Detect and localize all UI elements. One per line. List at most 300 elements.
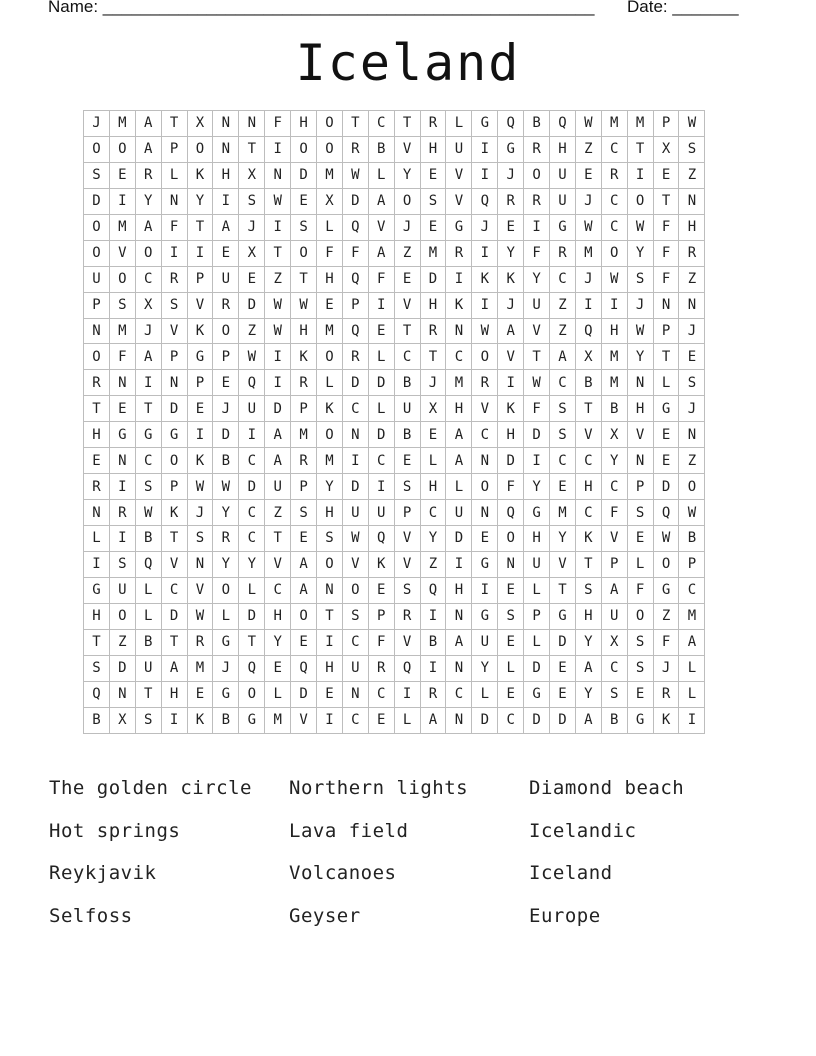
grid-cell: O bbox=[317, 551, 343, 577]
grid-cell: A bbox=[575, 655, 601, 681]
grid-cell: F bbox=[368, 266, 394, 292]
grid-cell: J bbox=[472, 214, 498, 240]
grid-cell: N bbox=[213, 136, 239, 162]
grid-cell: X bbox=[601, 629, 627, 655]
grid-cell: M bbox=[109, 214, 135, 240]
grid-cell: I bbox=[394, 681, 420, 707]
grid-cell: J bbox=[498, 292, 524, 318]
grid-cell: I bbox=[472, 292, 498, 318]
grid-cell: P bbox=[524, 603, 550, 629]
grid-cell: I bbox=[601, 292, 627, 318]
grid-cell: B bbox=[213, 707, 239, 733]
grid-cell: U bbox=[472, 629, 498, 655]
grid-cell: L bbox=[368, 162, 394, 188]
grid-cell: L bbox=[653, 370, 679, 396]
grid-cell: C bbox=[239, 448, 265, 474]
grid-cell: P bbox=[187, 370, 213, 396]
grid-cell: E bbox=[498, 681, 524, 707]
grid-cell: A bbox=[420, 707, 446, 733]
grid-cell: C bbox=[679, 577, 705, 603]
grid-cell: E bbox=[679, 344, 705, 370]
grid-cell: H bbox=[291, 111, 317, 137]
grid-row bbox=[84, 188, 705, 214]
grid-cell: C bbox=[368, 448, 394, 474]
grid-cell: V bbox=[575, 422, 601, 448]
grid-cell: M bbox=[550, 500, 576, 526]
grid-cell: P bbox=[161, 136, 187, 162]
grid-cell: U bbox=[342, 655, 368, 681]
grid-cell: N bbox=[446, 655, 472, 681]
grid-row bbox=[84, 500, 705, 526]
grid-cell: S bbox=[84, 655, 110, 681]
grid-cell: W bbox=[575, 214, 601, 240]
grid-cell: V bbox=[446, 162, 472, 188]
grid-cell: I bbox=[135, 370, 161, 396]
grid-cell: F bbox=[653, 266, 679, 292]
grid-cell: O bbox=[498, 526, 524, 552]
grid-cell: R bbox=[187, 629, 213, 655]
grid-cell: E bbox=[317, 681, 343, 707]
grid-cell: M bbox=[601, 111, 627, 137]
grid-cell: S bbox=[550, 422, 576, 448]
grid-cell: E bbox=[394, 448, 420, 474]
grid-cell: W bbox=[472, 318, 498, 344]
grid-cell: X bbox=[601, 422, 627, 448]
grid-cell: W bbox=[135, 500, 161, 526]
grid-cell: D bbox=[524, 422, 550, 448]
grid-cell: X bbox=[239, 240, 265, 266]
grid-cell: S bbox=[239, 188, 265, 214]
grid-cell: E bbox=[368, 318, 394, 344]
grid-cell: O bbox=[317, 422, 343, 448]
grid-cell: G bbox=[472, 551, 498, 577]
grid-cell: P bbox=[653, 318, 679, 344]
grid-cell: E bbox=[265, 655, 291, 681]
grid-cell: W bbox=[265, 292, 291, 318]
grid-cell: V bbox=[550, 551, 576, 577]
grid-cell: D bbox=[342, 188, 368, 214]
grid-cell: S bbox=[394, 577, 420, 603]
grid-cell: L bbox=[135, 603, 161, 629]
grid-cell: R bbox=[420, 681, 446, 707]
grid-cell: R bbox=[213, 526, 239, 552]
grid-cell: C bbox=[446, 344, 472, 370]
grid-cell: T bbox=[239, 136, 265, 162]
word-list-item: The golden circle bbox=[49, 777, 252, 799]
grid-cell: Y bbox=[420, 526, 446, 552]
grid-cell: I bbox=[161, 240, 187, 266]
grid-cell: E bbox=[291, 526, 317, 552]
grid-cell: O bbox=[84, 344, 110, 370]
grid-cell: E bbox=[394, 266, 420, 292]
grid-cell: L bbox=[679, 681, 705, 707]
grid-cell: T bbox=[135, 396, 161, 422]
grid-cell: G bbox=[472, 603, 498, 629]
grid-cell: E bbox=[420, 162, 446, 188]
grid-cell: L bbox=[368, 344, 394, 370]
grid-cell: O bbox=[84, 214, 110, 240]
grid-cell: E bbox=[498, 214, 524, 240]
grid-cell: D bbox=[368, 422, 394, 448]
grid-cell: L bbox=[213, 603, 239, 629]
grid-cell: Y bbox=[187, 188, 213, 214]
grid-cell: E bbox=[420, 422, 446, 448]
grid-cell: H bbox=[524, 526, 550, 552]
grid-cell: J bbox=[84, 111, 110, 137]
grid-row bbox=[84, 707, 705, 733]
grid-cell: F bbox=[109, 344, 135, 370]
grid-cell: G bbox=[653, 396, 679, 422]
word-list-item: Volcanoes bbox=[289, 862, 397, 884]
grid-cell: E bbox=[550, 655, 576, 681]
grid-cell: W bbox=[342, 162, 368, 188]
grid-cell: M bbox=[317, 448, 343, 474]
grid-cell: A bbox=[446, 629, 472, 655]
grid-cell: V bbox=[291, 707, 317, 733]
grid-cell: U bbox=[265, 474, 291, 500]
grid-cell: R bbox=[161, 266, 187, 292]
word-list-item: Lava field bbox=[289, 819, 409, 842]
grid-cell: O bbox=[627, 603, 653, 629]
grid-cell: B bbox=[394, 370, 420, 396]
grid-cell: W bbox=[239, 344, 265, 370]
grid-cell: R bbox=[653, 681, 679, 707]
word-list-item: Hot springs bbox=[49, 819, 181, 842]
grid-cell: T bbox=[317, 603, 343, 629]
grid-cell: V bbox=[394, 292, 420, 318]
grid-cell: G bbox=[161, 422, 187, 448]
grid-cell: U bbox=[524, 551, 550, 577]
grid-cell: G bbox=[524, 500, 550, 526]
grid-cell: D bbox=[524, 707, 550, 733]
grid-cell: N bbox=[161, 188, 187, 214]
grid-cell: E bbox=[420, 214, 446, 240]
grid-cell: F bbox=[653, 240, 679, 266]
grid-cell: I bbox=[472, 136, 498, 162]
grid-cell: Y bbox=[265, 629, 291, 655]
grid-cell: Q bbox=[291, 655, 317, 681]
grid-cell: W bbox=[187, 603, 213, 629]
grid-cell: K bbox=[653, 707, 679, 733]
grid-cell: S bbox=[627, 629, 653, 655]
grid-cell: I bbox=[317, 707, 343, 733]
grid-cell: Y bbox=[575, 681, 601, 707]
grid-cell: T bbox=[653, 188, 679, 214]
grid-cell: D bbox=[524, 655, 550, 681]
grid-cell: E bbox=[368, 577, 394, 603]
grid-cell: C bbox=[575, 448, 601, 474]
grid-cell: T bbox=[265, 526, 291, 552]
grid-cell: I bbox=[265, 214, 291, 240]
grid-cell: D bbox=[368, 370, 394, 396]
grid-cell: R bbox=[420, 318, 446, 344]
grid-cell: B bbox=[368, 136, 394, 162]
grid-cell: F bbox=[317, 240, 343, 266]
grid-cell: Z bbox=[575, 136, 601, 162]
grid-cell: I bbox=[420, 603, 446, 629]
grid-cell: T bbox=[420, 344, 446, 370]
grid-cell: E bbox=[575, 162, 601, 188]
word-list-item: Reykjavik bbox=[49, 862, 157, 884]
grid-cell: N bbox=[342, 681, 368, 707]
grid-row bbox=[84, 162, 705, 188]
grid-row bbox=[84, 551, 705, 577]
grid-cell: K bbox=[368, 551, 394, 577]
grid-cell: C bbox=[368, 681, 394, 707]
grid-cell: H bbox=[601, 318, 627, 344]
grid-cell: O bbox=[187, 136, 213, 162]
grid-cell: C bbox=[239, 526, 265, 552]
grid-cell: B bbox=[601, 396, 627, 422]
grid-cell: F bbox=[368, 629, 394, 655]
grid-cell: O bbox=[161, 448, 187, 474]
grid-cell: V bbox=[394, 629, 420, 655]
grid-cell: N bbox=[679, 422, 705, 448]
grid-cell: P bbox=[368, 603, 394, 629]
grid-cell: T bbox=[187, 214, 213, 240]
grid-row bbox=[84, 214, 705, 240]
grid-cell: N bbox=[239, 111, 265, 137]
grid-cell: V bbox=[394, 136, 420, 162]
grid-cell: O bbox=[317, 344, 343, 370]
grid-cell: I bbox=[187, 422, 213, 448]
grid-cell: A bbox=[135, 111, 161, 137]
grid-cell: L bbox=[420, 448, 446, 474]
grid-cell: A bbox=[446, 422, 472, 448]
grid-cell: I bbox=[109, 526, 135, 552]
grid-cell: D bbox=[161, 396, 187, 422]
grid-cell: E bbox=[239, 266, 265, 292]
grid-cell: K bbox=[187, 707, 213, 733]
grid-cell: E bbox=[627, 526, 653, 552]
grid-cell: C bbox=[472, 422, 498, 448]
grid-cell: I bbox=[213, 188, 239, 214]
grid-cell: M bbox=[601, 370, 627, 396]
grid-cell: E bbox=[317, 292, 343, 318]
grid-cell: W bbox=[679, 500, 705, 526]
grid-cell: D bbox=[550, 707, 576, 733]
grid-row bbox=[84, 240, 705, 266]
grid-cell: I bbox=[265, 136, 291, 162]
grid-cell: J bbox=[239, 214, 265, 240]
grid-cell: U bbox=[601, 603, 627, 629]
grid-cell: N bbox=[84, 318, 110, 344]
grid-cell: K bbox=[498, 396, 524, 422]
grid-cell: D bbox=[239, 474, 265, 500]
grid-cell: V bbox=[187, 292, 213, 318]
grid-cell: Q bbox=[239, 655, 265, 681]
name-field-label: Name: ____________________________________________________ bbox=[48, 0, 595, 16]
date-field-label: Date: _______ bbox=[627, 0, 739, 16]
grid-cell: E bbox=[291, 629, 317, 655]
grid-cell: Q bbox=[84, 681, 110, 707]
grid-row bbox=[84, 370, 705, 396]
grid-cell: N bbox=[109, 370, 135, 396]
grid-cell: M bbox=[420, 240, 446, 266]
grid-cell: T bbox=[394, 111, 420, 137]
grid-cell: E bbox=[368, 707, 394, 733]
grid-cell: G bbox=[498, 136, 524, 162]
grid-cell: R bbox=[368, 655, 394, 681]
grid-cell: C bbox=[575, 500, 601, 526]
grid-cell: T bbox=[84, 396, 110, 422]
grid-cell: Q bbox=[653, 500, 679, 526]
grid-cell: D bbox=[472, 707, 498, 733]
grid-cell: J bbox=[679, 318, 705, 344]
word-list-item: Iceland bbox=[529, 862, 613, 884]
grid-cell: S bbox=[342, 603, 368, 629]
grid-cell: Q bbox=[368, 526, 394, 552]
grid-cell: C bbox=[498, 707, 524, 733]
grid-cell: S bbox=[187, 526, 213, 552]
grid-cell: G bbox=[627, 707, 653, 733]
grid-cell: V bbox=[265, 551, 291, 577]
grid-row bbox=[84, 681, 705, 707]
grid-row bbox=[84, 111, 705, 137]
grid-cell: Q bbox=[342, 318, 368, 344]
grid-cell: S bbox=[679, 136, 705, 162]
grid-cell: C bbox=[446, 681, 472, 707]
grid-cell: O bbox=[601, 240, 627, 266]
grid-cell: F bbox=[653, 214, 679, 240]
grid-cell: J bbox=[135, 318, 161, 344]
grid-cell: D bbox=[109, 655, 135, 681]
grid-cell: P bbox=[213, 344, 239, 370]
grid-cell: U bbox=[239, 396, 265, 422]
grid-cell: K bbox=[187, 162, 213, 188]
grid-cell: D bbox=[446, 526, 472, 552]
grid-cell: T bbox=[291, 266, 317, 292]
grid-cell: G bbox=[550, 603, 576, 629]
grid-cell: A bbox=[601, 577, 627, 603]
grid-cell: T bbox=[161, 526, 187, 552]
grid-cell: S bbox=[601, 681, 627, 707]
grid-row bbox=[84, 577, 705, 603]
grid-cell: J bbox=[575, 266, 601, 292]
grid-cell: P bbox=[653, 111, 679, 137]
grid-cell: D bbox=[213, 422, 239, 448]
grid-cell: O bbox=[109, 136, 135, 162]
grid-cell: L bbox=[679, 655, 705, 681]
grid-cell: X bbox=[317, 188, 343, 214]
grid-cell: Y bbox=[135, 188, 161, 214]
grid-cell: A bbox=[498, 318, 524, 344]
grid-cell: E bbox=[84, 448, 110, 474]
grid-cell: E bbox=[213, 370, 239, 396]
grid-cell: D bbox=[550, 629, 576, 655]
grid-cell: Y bbox=[627, 344, 653, 370]
grid-cell: I bbox=[627, 162, 653, 188]
grid-cell: L bbox=[446, 111, 472, 137]
grid-cell: U bbox=[394, 396, 420, 422]
grid-cell: C bbox=[342, 707, 368, 733]
grid-cell: H bbox=[627, 396, 653, 422]
grid-cell: E bbox=[653, 448, 679, 474]
grid-cell: A bbox=[135, 136, 161, 162]
grid-cell: N bbox=[472, 448, 498, 474]
grid-row bbox=[84, 448, 705, 474]
grid-cell: W bbox=[291, 292, 317, 318]
grid-cell: H bbox=[213, 162, 239, 188]
grid-cell: Z bbox=[679, 448, 705, 474]
grid-cell: P bbox=[601, 551, 627, 577]
grid-cell: B bbox=[679, 526, 705, 552]
grid-cell: C bbox=[601, 474, 627, 500]
grid-cell: C bbox=[161, 577, 187, 603]
grid-row bbox=[84, 603, 705, 629]
grid-cell: K bbox=[291, 344, 317, 370]
grid-cell: M bbox=[187, 655, 213, 681]
grid-cell: I bbox=[472, 577, 498, 603]
grid-cell: D bbox=[342, 474, 368, 500]
grid-cell: E bbox=[187, 396, 213, 422]
grid-cell: D bbox=[161, 603, 187, 629]
grid-cell: Y bbox=[472, 655, 498, 681]
grid-cell: E bbox=[109, 162, 135, 188]
grid-cell: T bbox=[135, 681, 161, 707]
grid-cell: B bbox=[135, 629, 161, 655]
grid-cell: N bbox=[109, 448, 135, 474]
grid-cell: S bbox=[498, 603, 524, 629]
grid-cell: F bbox=[161, 214, 187, 240]
grid-cell: J bbox=[653, 655, 679, 681]
grid-cell: H bbox=[420, 136, 446, 162]
grid-cell: W bbox=[524, 370, 550, 396]
grid-cell: T bbox=[84, 629, 110, 655]
grid-cell: E bbox=[109, 396, 135, 422]
grid-cell: A bbox=[135, 344, 161, 370]
grid-cell: H bbox=[446, 396, 472, 422]
grid-cell: L bbox=[472, 681, 498, 707]
grid-cell: B bbox=[524, 111, 550, 137]
grid-cell: S bbox=[394, 474, 420, 500]
grid-cell: T bbox=[342, 111, 368, 137]
grid-cell: Q bbox=[394, 655, 420, 681]
grid-cell: L bbox=[161, 162, 187, 188]
grid-cell: G bbox=[135, 422, 161, 448]
grid-row bbox=[84, 655, 705, 681]
grid-cell: Y bbox=[524, 474, 550, 500]
grid-cell: H bbox=[84, 603, 110, 629]
grid-cell: P bbox=[679, 551, 705, 577]
grid-cell: X bbox=[109, 707, 135, 733]
grid-cell: P bbox=[291, 396, 317, 422]
grid-cell: R bbox=[601, 162, 627, 188]
word-list bbox=[49, 777, 769, 930]
grid-cell: I bbox=[420, 655, 446, 681]
grid-cell: Y bbox=[213, 551, 239, 577]
grid-cell: K bbox=[472, 266, 498, 292]
grid-cell: A bbox=[368, 188, 394, 214]
grid-cell: F bbox=[498, 474, 524, 500]
grid-cell: G bbox=[524, 681, 550, 707]
grid-cell: N bbox=[498, 551, 524, 577]
grid-cell: G bbox=[109, 422, 135, 448]
grid-cell: E bbox=[627, 681, 653, 707]
grid-cell: Z bbox=[679, 162, 705, 188]
grid-cell: F bbox=[342, 240, 368, 266]
grid-cell: O bbox=[109, 603, 135, 629]
grid-cell: I bbox=[265, 370, 291, 396]
grid-cell: R bbox=[679, 240, 705, 266]
grid-cell: O bbox=[627, 188, 653, 214]
grid-cell: R bbox=[135, 162, 161, 188]
grid-row bbox=[84, 474, 705, 500]
grid-cell: T bbox=[550, 577, 576, 603]
grid-cell: I bbox=[109, 474, 135, 500]
grid-cell: P bbox=[291, 474, 317, 500]
grid-cell: A bbox=[291, 551, 317, 577]
